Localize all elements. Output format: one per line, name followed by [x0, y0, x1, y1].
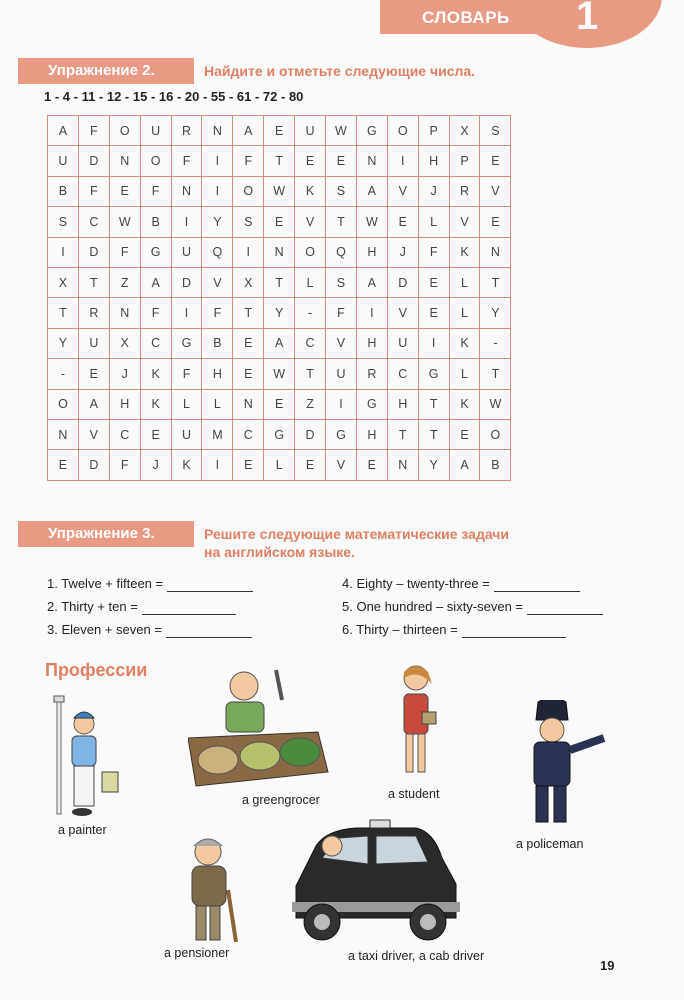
grid-cell[interactable]: N	[109, 146, 140, 176]
grid-cell[interactable]: U	[295, 116, 326, 146]
grid-cell[interactable]: U	[171, 419, 202, 449]
grid-cell[interactable]: S	[48, 207, 79, 237]
grid-cell[interactable]: E	[109, 176, 140, 206]
grid-cell[interactable]: X	[109, 328, 140, 358]
grid-cell[interactable]: T	[295, 359, 326, 389]
grid-cell[interactable]: F	[171, 359, 202, 389]
grid-cell[interactable]: E	[233, 328, 264, 358]
grid-row	[48, 267, 511, 297]
grid-cell[interactable]: B	[202, 328, 233, 358]
grid-cell[interactable]: S	[480, 116, 511, 146]
painter-illustration	[44, 694, 130, 822]
grid-cell[interactable]: W	[480, 389, 511, 419]
tasks-left	[47, 572, 253, 641]
grid-cell[interactable]: T	[264, 267, 295, 297]
grid-cell[interactable]: H	[418, 146, 449, 176]
grid-cell[interactable]: X	[449, 116, 480, 146]
grid-cell[interactable]: R	[171, 116, 202, 146]
grid-cell[interactable]: B	[480, 450, 511, 480]
task-5	[342, 595, 603, 618]
grid-cell[interactable]: D	[171, 267, 202, 297]
grid-cell[interactable]: D	[387, 267, 418, 297]
word-search-grid	[47, 115, 511, 481]
grid-cell[interactable]: Y	[48, 328, 79, 358]
task-6-answer-line[interactable]	[462, 623, 566, 638]
task-1	[47, 572, 253, 595]
student-illustration	[390, 660, 450, 784]
grid-cell[interactable]: V	[202, 267, 233, 297]
grid-cell[interactable]: S	[233, 207, 264, 237]
grid-cell[interactable]: U	[78, 328, 109, 358]
grid-cell[interactable]: A	[140, 267, 171, 297]
policeman-illustration	[512, 700, 612, 830]
grid-cell[interactable]: E	[387, 207, 418, 237]
grid-cell[interactable]: L	[449, 298, 480, 328]
grid-cell[interactable]: T	[418, 389, 449, 419]
grid-cell[interactable]: K	[449, 389, 480, 419]
grid-cell[interactable]: P	[418, 116, 449, 146]
grid-cell[interactable]: U	[171, 237, 202, 267]
grid-cell[interactable]: Q	[202, 237, 233, 267]
grid-cell[interactable]: I	[202, 450, 233, 480]
task-5-answer-line[interactable]	[527, 600, 603, 615]
grid-cell[interactable]: E	[326, 146, 357, 176]
grid-cell[interactable]: H	[356, 419, 387, 449]
grid-cell[interactable]: P	[449, 146, 480, 176]
grid-cell[interactable]: K	[140, 389, 171, 419]
grid-cell[interactable]: H	[356, 328, 387, 358]
grid-cell[interactable]: V	[326, 328, 357, 358]
grid-cell[interactable]: F	[78, 176, 109, 206]
grid-cell[interactable]: E	[233, 359, 264, 389]
pensioner-illustration	[172, 834, 252, 944]
grid-cell[interactable]: T	[233, 298, 264, 328]
grid-cell[interactable]: T	[480, 359, 511, 389]
grid-cell[interactable]: J	[418, 176, 449, 206]
grid-cell[interactable]: U	[48, 146, 79, 176]
grid-cell[interactable]: I	[387, 146, 418, 176]
grid-cell[interactable]: O	[387, 116, 418, 146]
grid-cell[interactable]: J	[140, 450, 171, 480]
grid-cell[interactable]: V	[449, 207, 480, 237]
grid-row	[48, 207, 511, 237]
task-6-text: 6. Thirty – thirteen =	[342, 622, 458, 637]
caption-student: a student	[388, 787, 440, 801]
grid-cell[interactable]: E	[356, 450, 387, 480]
grid-cell[interactable]: A	[449, 450, 480, 480]
exercise3-instruction	[204, 525, 509, 561]
task-1-answer-line[interactable]	[167, 577, 253, 592]
grid-cell[interactable]: W	[326, 116, 357, 146]
grid-cell[interactable]: E	[480, 146, 511, 176]
grid-row	[48, 146, 511, 176]
grid-cell[interactable]: D	[78, 146, 109, 176]
grid-cell[interactable]: T	[326, 207, 357, 237]
grid-cell[interactable]: A	[356, 267, 387, 297]
grid-row	[48, 450, 511, 480]
grid-cell[interactable]: C	[387, 359, 418, 389]
grid-cell[interactable]: Z	[109, 267, 140, 297]
tasks-right	[342, 572, 603, 641]
task-6	[342, 618, 603, 641]
grid-cell[interactable]: E	[264, 389, 295, 419]
grid-cell[interactable]: N	[480, 237, 511, 267]
grid-cell[interactable]: S	[326, 176, 357, 206]
grid-cell[interactable]: G	[326, 419, 357, 449]
grid-cell[interactable]: F	[109, 450, 140, 480]
grid-cell[interactable]: F	[140, 176, 171, 206]
caption-pensioner: a pensioner	[164, 946, 230, 960]
task-3-answer-line[interactable]	[166, 623, 252, 638]
grid-cell[interactable]: R	[78, 298, 109, 328]
grid-cell[interactable]: N	[202, 116, 233, 146]
grid-cell[interactable]: L	[449, 359, 480, 389]
grid-row	[48, 419, 511, 449]
grid-cell[interactable]: O	[480, 419, 511, 449]
task-1-text: 1. Twelve + fifteen =	[47, 576, 164, 591]
grid-cell[interactable]: V	[387, 298, 418, 328]
grid-cell[interactable]: X	[48, 267, 79, 297]
exercise2-label: Упражнение 2.	[18, 58, 194, 84]
grid-cell[interactable]: V	[326, 450, 357, 480]
grid-cell[interactable]: G	[264, 419, 295, 449]
grid-cell[interactable]: Y	[480, 298, 511, 328]
grid-cell[interactable]: D	[78, 237, 109, 267]
grid-row	[48, 359, 511, 389]
grid-cell[interactable]: B	[48, 176, 79, 206]
grid-cell[interactable]: E	[233, 450, 264, 480]
exercise3-instruction-line1: Решите следующие математические задачи	[204, 526, 510, 542]
grid-cell[interactable]: F	[78, 116, 109, 146]
exercise3-instruction-line2: на английском языке.	[204, 544, 355, 560]
grid-cell[interactable]: A	[48, 116, 79, 146]
grid-cell[interactable]: L	[202, 389, 233, 419]
grid-cell[interactable]: I	[202, 176, 233, 206]
grid-cell[interactable]: E	[264, 116, 295, 146]
grid-cell[interactable]: E	[418, 267, 449, 297]
grid-cell[interactable]: R	[356, 359, 387, 389]
grid-cell[interactable]: K	[295, 176, 326, 206]
grid-cell[interactable]: C	[140, 328, 171, 358]
grid-cell[interactable]: X	[233, 267, 264, 297]
grid-cell[interactable]: K	[449, 237, 480, 267]
grid-row	[48, 237, 511, 267]
caption-painter: a painter	[58, 823, 107, 837]
grid-cell[interactable]: K	[140, 359, 171, 389]
grid-cell[interactable]: C	[233, 419, 264, 449]
grid-cell[interactable]: I	[48, 237, 79, 267]
section-header-title: СЛОВАРЬ	[422, 8, 510, 27]
grid-cell[interactable]: E	[264, 207, 295, 237]
grid-cell[interactable]: I	[326, 389, 357, 419]
grid-cell[interactable]: G	[418, 359, 449, 389]
grid-cell[interactable]: D	[295, 419, 326, 449]
grid-cell[interactable]: V	[295, 207, 326, 237]
grid-cell[interactable]: T	[418, 419, 449, 449]
grid-cell[interactable]: N	[387, 450, 418, 480]
caption-policeman: a policeman	[516, 837, 584, 851]
grid-cell[interactable]: E	[418, 298, 449, 328]
exercise2-numbers: 1 - 4 - 11 - 12 - 15 - 16 - 20 - 55 - 61 - 72 - 80	[44, 89, 304, 104]
task-4-answer-line[interactable]	[494, 577, 580, 592]
grid-cell[interactable]: E	[48, 450, 79, 480]
grid-cell[interactable]: E	[295, 450, 326, 480]
grid-cell[interactable]: E	[78, 359, 109, 389]
grid-cell[interactable]: L	[171, 389, 202, 419]
grid-cell[interactable]: N	[48, 419, 79, 449]
grid-cell[interactable]: F	[233, 146, 264, 176]
grid-cell[interactable]: I	[171, 298, 202, 328]
grid-cell[interactable]: T	[387, 419, 418, 449]
grid-cell[interactable]: G	[356, 116, 387, 146]
grid-row	[48, 328, 511, 358]
grid-cell[interactable]: A	[264, 328, 295, 358]
grid-cell[interactable]: C	[109, 419, 140, 449]
grid-cell[interactable]: G	[356, 389, 387, 419]
grid-cell[interactable]: C	[295, 328, 326, 358]
grid-cell[interactable]: O	[48, 389, 79, 419]
grid-cell[interactable]: L	[418, 207, 449, 237]
grid-cell[interactable]: E	[449, 419, 480, 449]
grid-row	[48, 176, 511, 206]
grid-cell[interactable]: H	[356, 237, 387, 267]
grid-cell[interactable]: -	[48, 359, 79, 389]
grid-cell[interactable]: O	[140, 146, 171, 176]
grid-cell[interactable]: T	[264, 146, 295, 176]
grid-cell[interactable]: U	[387, 328, 418, 358]
task-2-answer-line[interactable]	[142, 600, 236, 615]
caption-greengrocer: a greengrocer	[242, 793, 320, 807]
professions-title: Профессии	[45, 660, 148, 680]
grid-cell[interactable]: R	[449, 176, 480, 206]
grid-cell[interactable]: H	[387, 389, 418, 419]
exercise2-instruction: Найдите и отметьте следующие числа.	[204, 63, 476, 79]
grid-cell[interactable]: E	[140, 419, 171, 449]
grid-cell[interactable]: Y	[264, 298, 295, 328]
exercise3-label: Упражнение 3.	[18, 521, 194, 547]
grid-cell[interactable]: W	[264, 176, 295, 206]
grid-cell[interactable]: V	[480, 176, 511, 206]
grid-cell[interactable]: I	[356, 298, 387, 328]
grid-cell[interactable]: L	[449, 267, 480, 297]
grid-row	[48, 389, 511, 419]
grid-cell[interactable]: V	[387, 176, 418, 206]
grid-cell[interactable]: H	[109, 389, 140, 419]
grid-cell[interactable]: W	[109, 207, 140, 237]
page-number: 19	[600, 958, 615, 973]
grid-cell[interactable]: T	[48, 298, 79, 328]
task-2	[47, 595, 253, 618]
taxi-illustration	[286, 818, 462, 946]
grid-cell[interactable]: C	[78, 207, 109, 237]
grid-cell[interactable]: F	[171, 146, 202, 176]
grid-cell[interactable]: W	[356, 207, 387, 237]
grid-cell[interactable]: J	[109, 359, 140, 389]
chapter-number: 1	[576, 0, 599, 38]
grid-cell[interactable]: T	[480, 267, 511, 297]
grid-cell[interactable]: D	[78, 450, 109, 480]
grid-cell[interactable]: H	[202, 359, 233, 389]
grid-cell[interactable]: N	[171, 176, 202, 206]
grid-cell[interactable]: K	[449, 328, 480, 358]
grid-cell[interactable]: F	[109, 237, 140, 267]
grid-cell[interactable]: S	[326, 267, 357, 297]
grid-cell[interactable]: A	[233, 116, 264, 146]
grid-cell[interactable]: U	[326, 359, 357, 389]
grid-cell[interactable]: F	[418, 237, 449, 267]
grid-cell[interactable]: F	[140, 298, 171, 328]
grid-row	[48, 116, 511, 146]
grid-cell[interactable]: A	[78, 389, 109, 419]
grid-cell[interactable]: E	[480, 207, 511, 237]
grid-cell[interactable]: Q	[326, 237, 357, 267]
grid-cell[interactable]: G	[140, 237, 171, 267]
grid-cell[interactable]: B	[140, 207, 171, 237]
grid-cell[interactable]: Z	[295, 389, 326, 419]
grid-row	[48, 298, 511, 328]
task-4	[342, 572, 603, 595]
grid-cell[interactable]: -	[480, 328, 511, 358]
grid-cell[interactable]: I	[418, 328, 449, 358]
grid-cell[interactable]: O	[233, 176, 264, 206]
task-2-text: 2. Thirty + ten =	[47, 599, 138, 614]
grid-cell[interactable]: N	[264, 237, 295, 267]
grid-cell[interactable]: N	[356, 146, 387, 176]
grid-cell[interactable]: U	[140, 116, 171, 146]
grid-cell[interactable]: L	[295, 267, 326, 297]
grid-cell[interactable]: K	[171, 450, 202, 480]
grid-cell[interactable]: O	[109, 116, 140, 146]
grid-cell[interactable]: L	[264, 450, 295, 480]
grid-cell[interactable]: M	[202, 419, 233, 449]
caption-taxi: a taxi driver, a cab driver	[348, 949, 485, 963]
greengrocer-illustration	[188, 662, 330, 790]
grid-cell[interactable]: -	[295, 298, 326, 328]
grid-cell[interactable]: V	[78, 419, 109, 449]
grid-cell[interactable]: A	[356, 176, 387, 206]
grid-cell[interactable]: J	[387, 237, 418, 267]
grid-cell[interactable]: G	[171, 328, 202, 358]
grid-cell[interactable]: I	[233, 237, 264, 267]
grid-cell[interactable]: W	[264, 359, 295, 389]
grid-cell[interactable]: I	[171, 207, 202, 237]
grid-cell[interactable]: Y	[202, 207, 233, 237]
task-3-text: 3. Eleven + seven =	[47, 622, 162, 637]
task-4-text: 4. Eighty – twenty-three =	[342, 576, 490, 591]
grid-cell[interactable]: Y	[418, 450, 449, 480]
grid-cell[interactable]: T	[78, 267, 109, 297]
grid-cell[interactable]: N	[233, 389, 264, 419]
grid-cell[interactable]: O	[295, 237, 326, 267]
grid-cell[interactable]: N	[109, 298, 140, 328]
task-3	[47, 618, 253, 641]
grid-cell[interactable]: F	[326, 298, 357, 328]
grid-cell[interactable]: F	[202, 298, 233, 328]
task-5-text: 5. One hundred – sixty-seven =	[342, 599, 524, 614]
grid-cell[interactable]: E	[295, 146, 326, 176]
grid-cell[interactable]: I	[202, 146, 233, 176]
